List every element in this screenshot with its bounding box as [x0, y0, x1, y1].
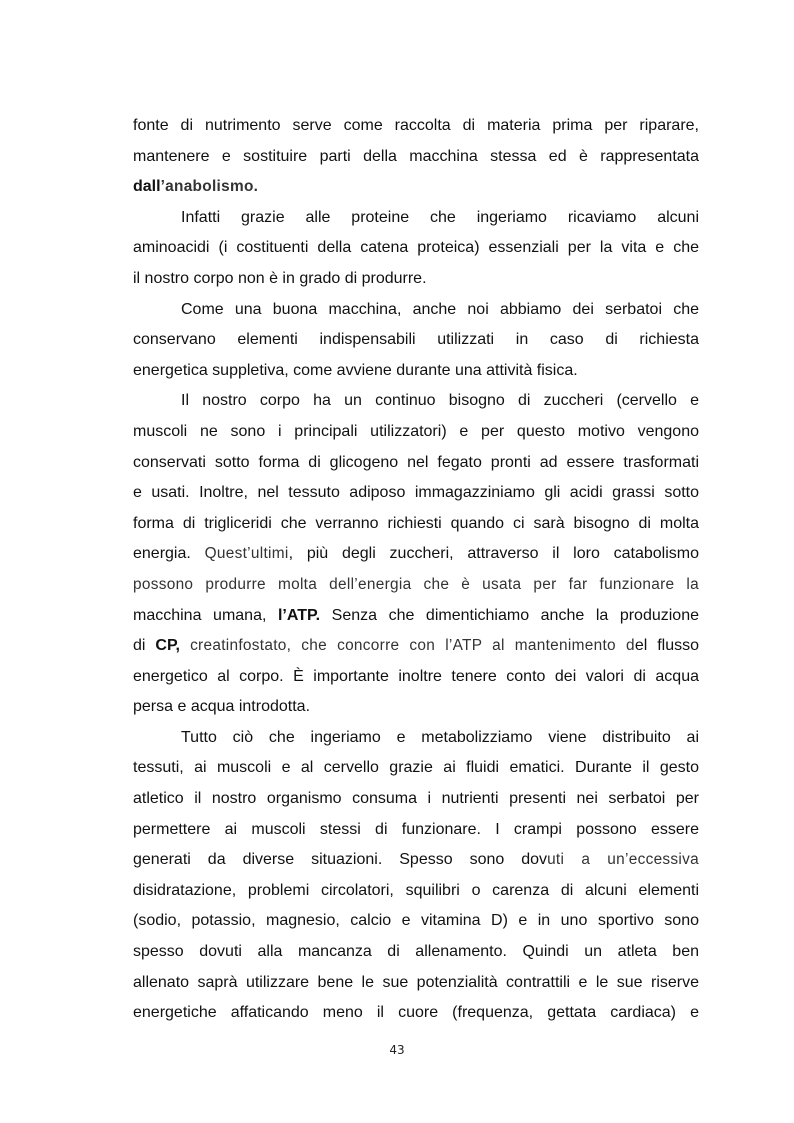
text-line [133, 448, 699, 479]
text-segment: il nostro corpo non è in grado di produrre. [133, 269, 427, 287]
text-line [133, 172, 699, 203]
text-segment: tessuti, ai muscoli e al cervello grazie ai fluidi ematici. Durante il gesto [133, 759, 699, 777]
text-line [133, 386, 699, 417]
text-segment: mantenere e sostituire parti della macchina stessa ed è rappresentata [133, 147, 699, 165]
text-line [133, 845, 699, 876]
text-line [133, 325, 699, 356]
text-line [133, 692, 699, 723]
text-segment: generati da diverse situazioni. Spesso sono dov [133, 851, 548, 869]
text-line [133, 264, 699, 295]
text-segment: disidratazione, problemi circolatori, squilibri o carenza di alcuni elementi [133, 881, 699, 899]
page-number: 43 [389, 1043, 405, 1057]
text-segment: el flusso [634, 637, 699, 655]
text-line [133, 295, 699, 326]
text-segment: Infatti grazie alle proteine che ingeriamo ricaviamo alcuni [181, 208, 699, 226]
text-line [133, 968, 699, 999]
text-segment: Come una buona macchina, anche noi abbiamo dei serbatoi che [181, 300, 699, 318]
text-segment: dall [133, 178, 161, 196]
text-line [133, 998, 699, 1029]
text-segment: allenato saprà utilizzare bene le sue potenzialità contrattili e le sue riserve [133, 973, 699, 991]
text-segment: permettere ai muscoli stessi di funzionare. I crampi possono essere [133, 820, 699, 838]
text-line [133, 509, 699, 540]
text-segment: ’anabolismo. [160, 178, 259, 196]
text-segment: energetico al corpo. È importante inoltre tenere conto dei valori di acqua [133, 667, 699, 685]
text-line [133, 937, 699, 968]
text-line [133, 142, 699, 173]
text-segment: Tutto ciò che ingeriamo e metabolizziamo viene distribuito ai [181, 728, 699, 746]
text-segment: Il nostro corpo ha un continuo bisogno di zuccheri (cervello e [181, 392, 699, 410]
text-segment: CP, [155, 637, 180, 655]
text-segment: conservano elementi indispensabili utilizzati in caso di richiesta [133, 331, 699, 349]
text-segment: aminoacidi (i costituenti della catena proteica) essenziali per la vita e che [133, 239, 699, 257]
text-line [133, 233, 699, 264]
text-segment: Quest’ultimi [204, 545, 289, 563]
text-line [133, 478, 699, 509]
text-segment: (sodio, potassio, magnesio, calcio e vitamina D) e in uno sportivo sono [133, 912, 699, 930]
text-line [133, 417, 699, 448]
text-segment: muscoli ne sono i principali utilizzatori) e per questo motivo vengono [133, 422, 699, 440]
text-line [133, 753, 699, 784]
text-segment: l’ATP. [277, 606, 321, 624]
text-segment: forma di trigliceridi che verranno richiesti quando ci sarà bisogno di molta [133, 514, 699, 532]
text-segment: e usati. Inoltre, nel tessuto adiposo immagazziniamo gli acidi grassi sotto [133, 484, 699, 502]
text-segment: energetica suppletiva, come avviene durante una attività fisica. [133, 361, 578, 379]
text-line [133, 815, 699, 846]
text-line [133, 723, 699, 754]
text-segment: spesso dovuti alla mancanza di allenamento. Quindi un atleta ben [133, 943, 699, 961]
text-segment: possono produrre molta dell’energia che è usata per far funzionare la [133, 575, 699, 593]
text-segment: energetiche affaticando meno il cuore (frequenza, gettata cardiaca) e [133, 1004, 699, 1022]
text-line [133, 784, 699, 815]
text-segment: fonte di nutrimento serve come raccolta di materia prima per riparare, [133, 117, 699, 134]
text-line [133, 356, 699, 387]
text-segment: Senza che dimentichiamo anche la produzione [320, 606, 699, 624]
text-line [133, 876, 699, 907]
text-segment: conservati sotto forma di glicogeno nel fegato pronti ad essere trasformati [133, 453, 699, 471]
text-line [133, 662, 699, 693]
text-segment: di [133, 637, 156, 655]
text-line [133, 631, 699, 662]
body-text [133, 111, 699, 1029]
text-segment: macchina umana, [133, 606, 278, 624]
text-line [133, 111, 699, 142]
text-segment: persa e acqua introdotta. [133, 698, 311, 716]
text-line [133, 906, 699, 937]
text-line [133, 539, 699, 570]
text-segment: , più degli zuccheri, attraverso il loro catabolismo [288, 545, 699, 563]
text-line [133, 570, 699, 601]
text-line [133, 601, 699, 632]
text-segment: uti a un’eccessiva [547, 851, 699, 869]
text-segment: energia. [133, 545, 205, 563]
text-line [133, 203, 699, 234]
text-segment: atletico il nostro organismo consuma i nutrienti presenti nei serbatoi per [133, 790, 699, 808]
text-segment: creatinfostato, che concorre con l’ATP al mantenimento d [180, 637, 635, 655]
